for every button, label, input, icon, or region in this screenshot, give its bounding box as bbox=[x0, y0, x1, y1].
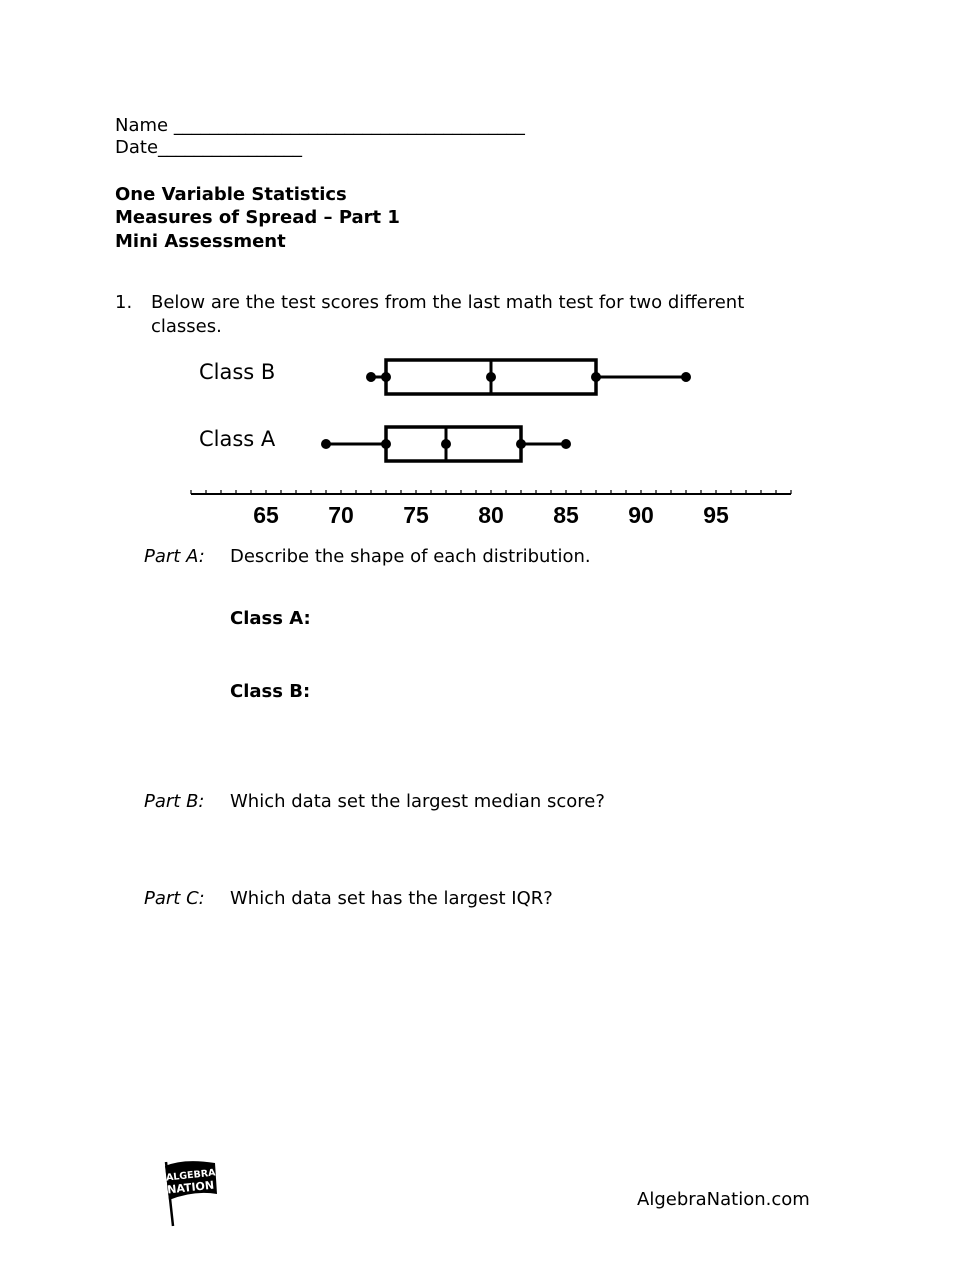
box-plot-chart bbox=[0, 0, 979, 540]
x-axis-tick-label: 80 bbox=[478, 502, 504, 528]
logo-text-line1: ALGEBRA bbox=[165, 1167, 216, 1184]
class-b-median-point bbox=[486, 372, 496, 382]
part-c-label: Part C: bbox=[144, 888, 205, 909]
x-axis-tick-label: 85 bbox=[553, 502, 579, 528]
class-a-min-point bbox=[321, 439, 331, 449]
page-subtitle: Measures of Spread – Part 1 bbox=[115, 207, 400, 228]
date-field-label: Date________________ bbox=[115, 137, 303, 158]
class-a-answer-label: Class A: bbox=[230, 608, 311, 629]
algebra-nation-logo bbox=[158, 1158, 224, 1230]
part-b-question: Which data set the largest median score? bbox=[230, 791, 605, 812]
question-text-line2: classes. bbox=[151, 316, 222, 337]
x-axis-tick-label: 75 bbox=[403, 502, 429, 528]
part-a-label: Part A: bbox=[144, 546, 205, 567]
x-axis-tick-label: 95 bbox=[703, 502, 729, 528]
class-a-q1-point bbox=[381, 439, 391, 449]
class-a-median-point bbox=[441, 439, 451, 449]
class-b-label: Class B bbox=[199, 360, 276, 384]
class-b-min-point bbox=[366, 372, 376, 382]
part-c-question: Which data set has the largest IQR? bbox=[230, 888, 553, 909]
class-a-max-point bbox=[561, 439, 571, 449]
part-a-question: Describe the shape of each distribution. bbox=[230, 546, 591, 567]
question-text-line1: Below are the test scores from the last math test for two different bbox=[151, 292, 745, 313]
x-axis-tick-label: 65 bbox=[253, 502, 279, 528]
assessment-label: Mini Assessment bbox=[115, 231, 286, 252]
class-a-box bbox=[386, 427, 521, 461]
x-axis-tick-label: 70 bbox=[328, 502, 354, 528]
class-b-q3-point bbox=[591, 372, 601, 382]
class-a-q3-point bbox=[516, 439, 526, 449]
class-b-max-point bbox=[681, 372, 691, 382]
x-axis-tick-label: 90 bbox=[628, 502, 654, 528]
class-b-q1-point bbox=[381, 372, 391, 382]
part-b-label: Part B: bbox=[144, 791, 205, 812]
name-field-label: Name _______________________________________ bbox=[115, 115, 525, 136]
class-a-label: Class A bbox=[199, 427, 276, 451]
logo-text-line2: NATION bbox=[166, 1178, 215, 1197]
class-b-answer-label: Class B: bbox=[230, 681, 311, 702]
site-url: AlgebraNation.com bbox=[637, 1189, 810, 1210]
page-title: One Variable Statistics bbox=[115, 184, 347, 205]
question-number: 1. bbox=[115, 292, 133, 313]
